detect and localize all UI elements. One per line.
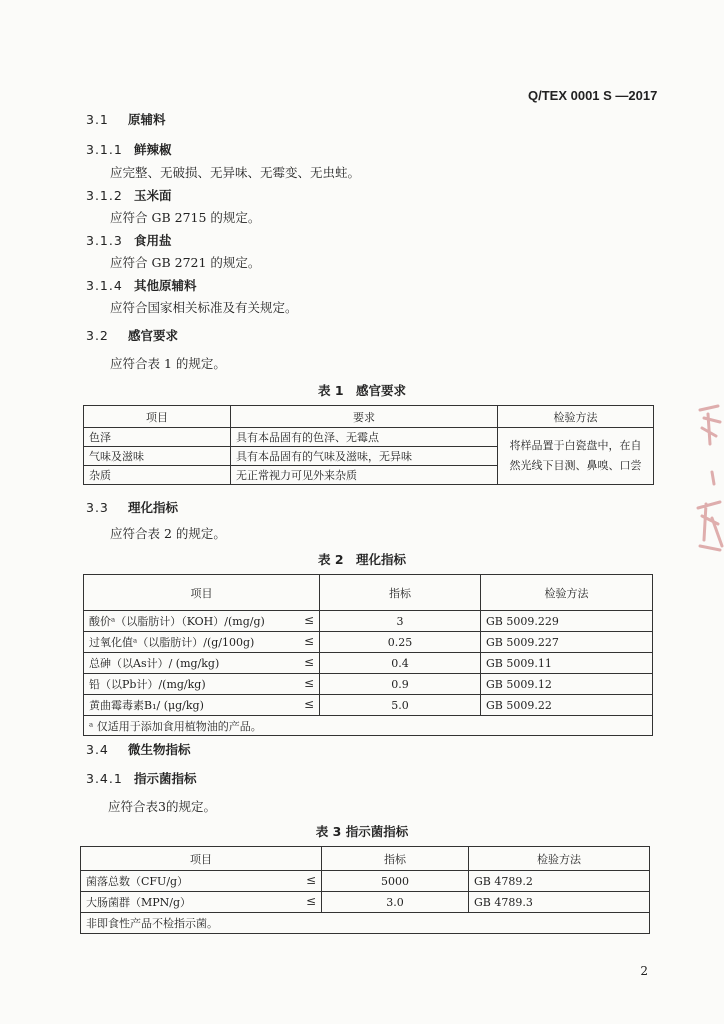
leq-symbol: ≤ — [303, 676, 314, 690]
table-row — [84, 674, 653, 695]
cell-item — [84, 632, 320, 653]
leq-symbol: ≤ — [303, 613, 314, 627]
table3-caption: 表 3 指示菌指标 — [315, 824, 409, 839]
col-header-method: 检验方法 — [481, 575, 653, 611]
cell-item: 气味及滋味 — [84, 447, 231, 466]
col-header-item: 项目 — [84, 575, 320, 611]
col-header-method: 检验方法 — [469, 847, 650, 871]
table3-indicator-bacteria — [80, 846, 650, 934]
section-number: 3.1.1 — [86, 142, 123, 157]
item-label: 黄曲霉毒素B₁/ (μg/kg) — [89, 699, 204, 712]
cell-value: 3.0 — [322, 892, 469, 913]
section-3-1-2-text: 应符合 GB 2715 的规定。 — [110, 210, 261, 225]
leq-symbol: ≤ — [303, 634, 314, 648]
cell-item — [81, 892, 322, 913]
cell-method: GB 5009.12 — [481, 674, 653, 695]
page-number: 2 — [640, 964, 648, 978]
section-number: 3.1 — [86, 112, 109, 127]
cell-method: GB 5009.227 — [481, 632, 653, 653]
col-header-item: 项目 — [81, 847, 322, 871]
item-label: 大肠菌群（MPN/g） — [86, 896, 192, 909]
leq-symbol: ≤ — [305, 894, 316, 908]
table-header-row — [84, 575, 653, 611]
cell-method: GB 4789.2 — [469, 871, 650, 892]
table-row — [84, 611, 653, 632]
cell-item: 杂质 — [84, 466, 231, 485]
section-number: 3.3 — [86, 500, 109, 515]
section-3-2-text: 应符合表 1 的规定。 — [110, 356, 226, 371]
cell-method: GB 5009.22 — [481, 695, 653, 716]
section-title: 原辅料 — [128, 112, 166, 127]
table1-sensory — [83, 405, 654, 485]
section-number: 3.1.2 — [86, 188, 123, 203]
table-note-row — [81, 913, 650, 934]
cell-requirement: 无正常视力可见外来杂质 — [231, 466, 498, 485]
cell-item — [84, 653, 320, 674]
cell-method: 将样品置于白瓷盘中，在自然光线下目测、鼻嗅、口尝 — [498, 428, 654, 485]
item-label: 过氧化值ᵃ（以脂肪计）/(g/100g) — [89, 636, 255, 649]
section-3-1-2-heading — [86, 186, 172, 204]
table-note-row — [84, 716, 653, 736]
seal-stamp-fragment — [692, 400, 724, 560]
cell-requirement: 具有本品固有的色泽、无霉点 — [231, 428, 498, 447]
section-title: 玉米面 — [134, 188, 172, 203]
section-title: 食用盐 — [134, 233, 172, 248]
table-header-row — [81, 847, 650, 871]
section-number: 3.4 — [86, 742, 109, 757]
leq-symbol: ≤ — [305, 873, 316, 887]
section-title: 其他原辅料 — [134, 278, 197, 293]
cell-value: 0.25 — [320, 632, 481, 653]
cell-item — [84, 695, 320, 716]
section-3-4-1-text: 应符合表3的规定。 — [108, 799, 216, 814]
table1-caption: 表 1 感官要求 — [317, 383, 407, 398]
section-title: 感官要求 — [128, 328, 179, 343]
table-header-row — [84, 406, 654, 428]
table-row — [84, 428, 654, 447]
cell-item — [81, 871, 322, 892]
section-3-1-1-heading — [86, 140, 172, 158]
col-header-requirement: 要求 — [231, 406, 498, 428]
table-row — [81, 892, 650, 913]
table-note: ᵃ 仅适用于添加食用植物油的产品。 — [84, 716, 653, 736]
cell-value: 0.9 — [320, 674, 481, 695]
section-number: 3.4.1 — [86, 771, 123, 786]
section-title: 理化指标 — [128, 500, 179, 515]
cell-value: 5.0 — [320, 695, 481, 716]
cell-value: 0.4 — [320, 653, 481, 674]
col-header-item: 项目 — [84, 406, 231, 428]
table-row — [84, 653, 653, 674]
cell-value: 5000 — [322, 871, 469, 892]
cell-method: GB 5009.11 — [481, 653, 653, 674]
section-number: 3.1.3 — [86, 233, 123, 248]
cell-method: GB 4789.3 — [469, 892, 650, 913]
col-header-value: 指标 — [322, 847, 469, 871]
table2-caption: 表 2 理化指标 — [317, 552, 407, 567]
table-note: 非即食性产品不检指示菌。 — [81, 913, 650, 934]
section-3-2-heading — [86, 326, 178, 344]
section-3-1-4-heading — [86, 276, 197, 294]
cell-item — [84, 674, 320, 695]
table2-physicochemical — [83, 574, 653, 736]
section-title: 指示菌指标 — [134, 771, 197, 786]
section-3-3-heading — [86, 498, 178, 516]
section-3-1-4-text: 应符合国家相关标准及有关规定。 — [110, 300, 298, 315]
item-label: 酸价ᵃ（以脂肪计）（KOH）/(mg/g) — [89, 615, 265, 628]
table-row — [84, 632, 653, 653]
section-title: 鲜辣椒 — [134, 142, 172, 157]
section-3-1-3-heading — [86, 231, 172, 249]
table-row — [81, 871, 650, 892]
section-3-1-heading — [86, 110, 166, 128]
col-header-method: 检验方法 — [498, 406, 654, 428]
item-label: 总砷（以As计）/ (mg/kg) — [89, 657, 220, 670]
leq-symbol: ≤ — [303, 655, 314, 669]
cell-requirement: 具有本品固有的气味及滋味，无异味 — [231, 447, 498, 466]
section-title: 微生物指标 — [128, 742, 191, 757]
section-3-4-heading — [86, 740, 191, 758]
col-header-value: 指标 — [320, 575, 481, 611]
section-number: 3.2 — [86, 328, 109, 343]
section-3-3-text: 应符合表 2 的规定。 — [110, 526, 226, 541]
cell-value: 3 — [320, 611, 481, 632]
standard-code: Q/TEX 0001 S —2017 — [528, 88, 658, 103]
cell-item — [84, 611, 320, 632]
section-number: 3.1.4 — [86, 278, 123, 293]
cell-method: GB 5009.229 — [481, 611, 653, 632]
table-row — [84, 695, 653, 716]
item-label: 铅（以Pb计）/(mg/kg) — [89, 678, 206, 691]
cell-item: 色泽 — [84, 428, 231, 447]
section-3-4-1-heading — [86, 769, 197, 787]
section-3-1-3-text: 应符合 GB 2721 的规定。 — [110, 255, 261, 270]
item-label: 菌落总数（CFU/g） — [86, 875, 189, 888]
section-3-1-1-text: 应完整、无破损、无异味、无霉变、无虫蛀。 — [110, 165, 361, 180]
leq-symbol: ≤ — [303, 697, 314, 711]
